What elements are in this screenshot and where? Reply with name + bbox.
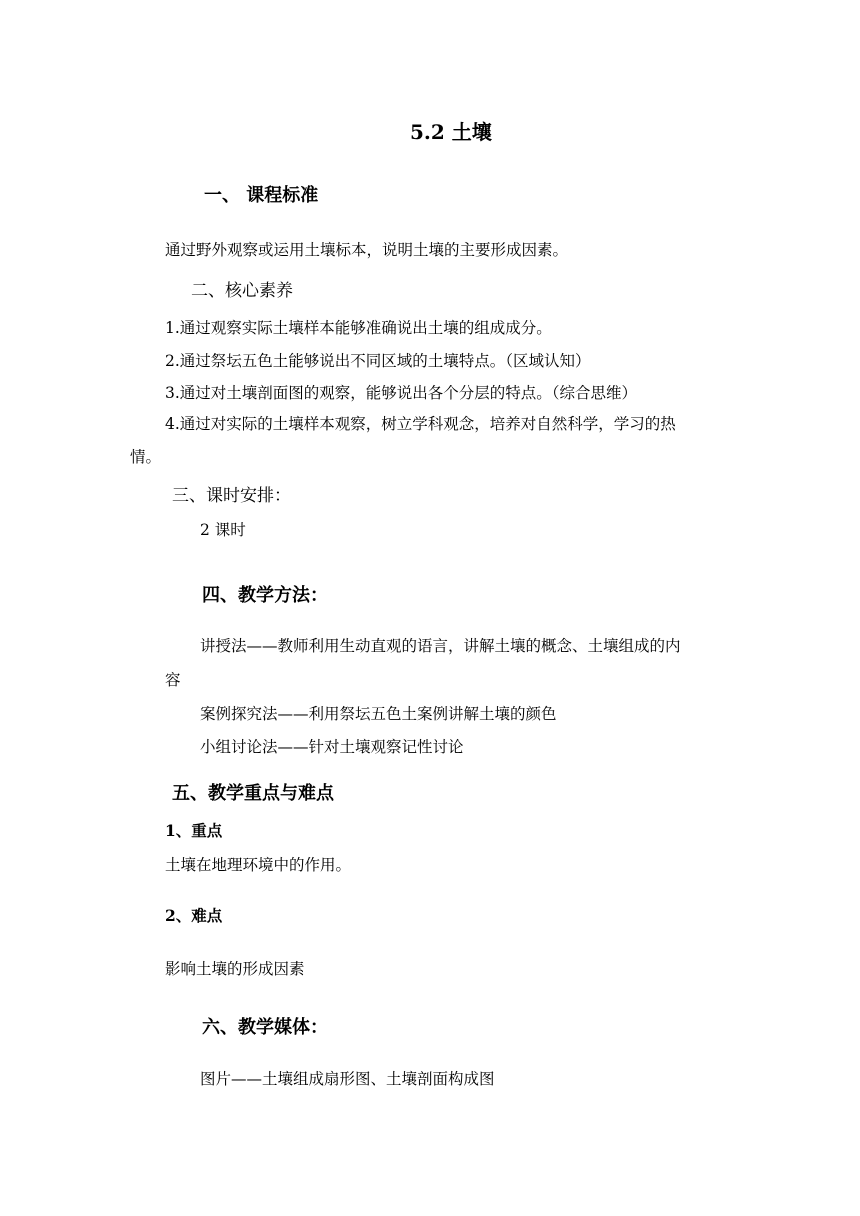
section-heading-curriculum-standard: 一、 课程标准 [204, 185, 319, 206]
teaching-method-lecture-cont: 容 [165, 671, 181, 689]
core-literacy-item-4: 4.通过对实际的土壤样本观察，树立学科观念，培养对自然科学，学习的热 [165, 415, 676, 433]
teaching-method-case-study: 案例探究法——利用祭坛五色土案例讲解土壤的颜色 [200, 705, 557, 723]
section-heading-class-hours: 三、课时安排： [172, 486, 291, 506]
section-heading-teaching-methods: 四、教学方法： [202, 585, 328, 606]
curriculum-standard-text: 通过野外观察或运用土壤标本，说明土壤的主要形成因素。 [165, 241, 569, 259]
teaching-method-group-discussion: 小组讨论法——针对土壤观察记性讨论 [200, 738, 464, 756]
difficulty-text: 影响土壤的形成因素 [165, 960, 305, 978]
difficulty-label: 2、难点 [165, 906, 223, 925]
teaching-method-lecture: 讲授法——教师利用生动直观的语言，讲解土壤的概念、土壤组成的内 [200, 637, 681, 655]
section-heading-key-points: 五、教学重点与难点 [172, 783, 334, 804]
key-point-text: 土壤在地理环境中的作用。 [165, 856, 352, 874]
core-literacy-item-1: 1.通过观察实际土壤样本能够准确说出土壤的组成成分。 [165, 319, 552, 337]
core-literacy-item-3: 3.通过对土壤剖面图的观察，能够说出各个分层的特点。（综合思维） [165, 384, 638, 402]
core-literacy-item-2: 2.通过祭坛五色土能够说出不同区域的土壤特点。（区域认知） [165, 352, 591, 370]
section-heading-core-literacy: 二、核心素养 [191, 281, 293, 301]
key-point-label: 1、重点 [165, 821, 223, 840]
core-literacy-item-4-cont: 情。 [130, 448, 162, 466]
teaching-media-text: 图片——土壤组成扇形图、土壤剖面构成图 [200, 1070, 495, 1088]
class-hours-text: 2 课时 [200, 521, 246, 539]
page-title: 5.2 土壤 [410, 120, 492, 144]
section-heading-teaching-media: 六、教学媒体： [202, 1017, 328, 1038]
